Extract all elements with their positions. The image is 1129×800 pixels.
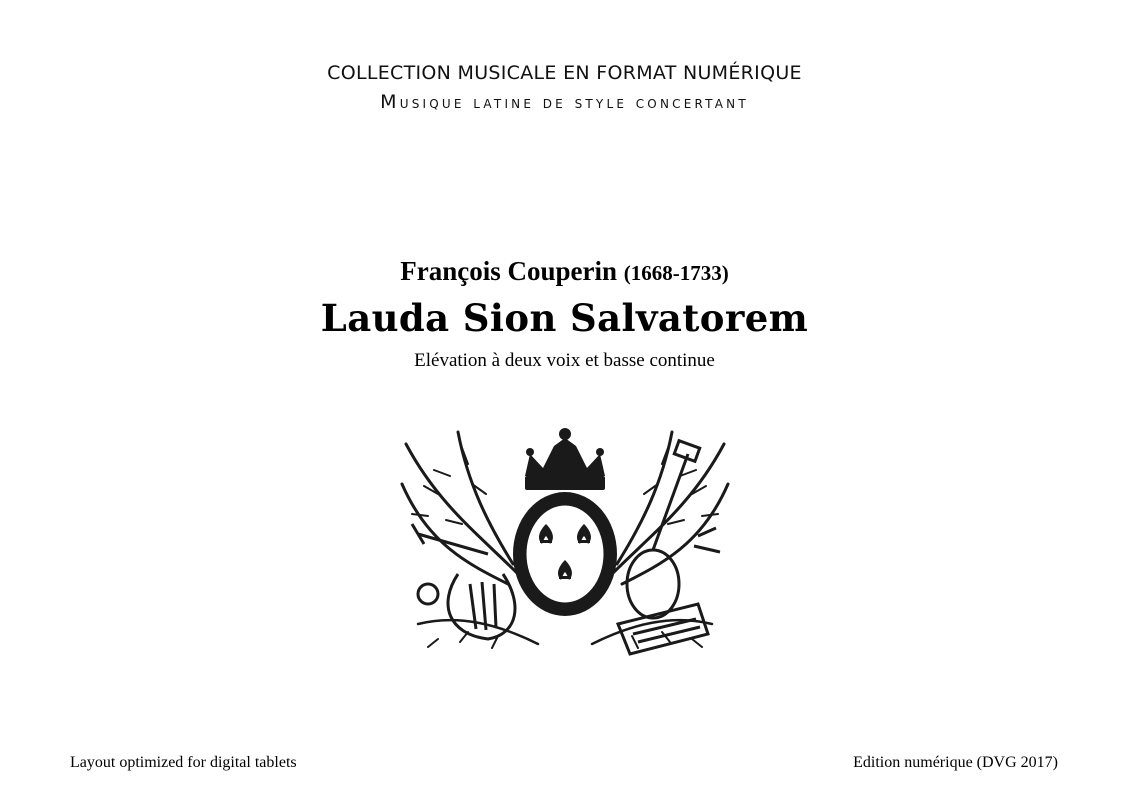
work-subtitle: Elévation à deux voix et basse continue	[414, 350, 715, 371]
composer-dates: (1668-1733)	[623, 261, 729, 285]
footer-edition-note: Edition numérique (DVG 2017)	[853, 754, 1058, 771]
collection-heading: COLLECTION MUSICALE EN FORMAT NUMÉRIQUE	[327, 62, 802, 84]
composer-name: François Couperin	[400, 256, 618, 286]
coat-of-arms-icon	[398, 424, 732, 658]
series-subheading-initial: M	[380, 91, 400, 113]
work-title: Lauda Sion Salvatorem	[320, 296, 809, 340]
composer-line	[0, 256, 1129, 287]
series-subheading	[0, 91, 1129, 113]
footer-layout-note: Layout optimized for digital tablets	[70, 754, 297, 771]
series-subheading-rest: usique latine de style concertant	[399, 93, 749, 113]
